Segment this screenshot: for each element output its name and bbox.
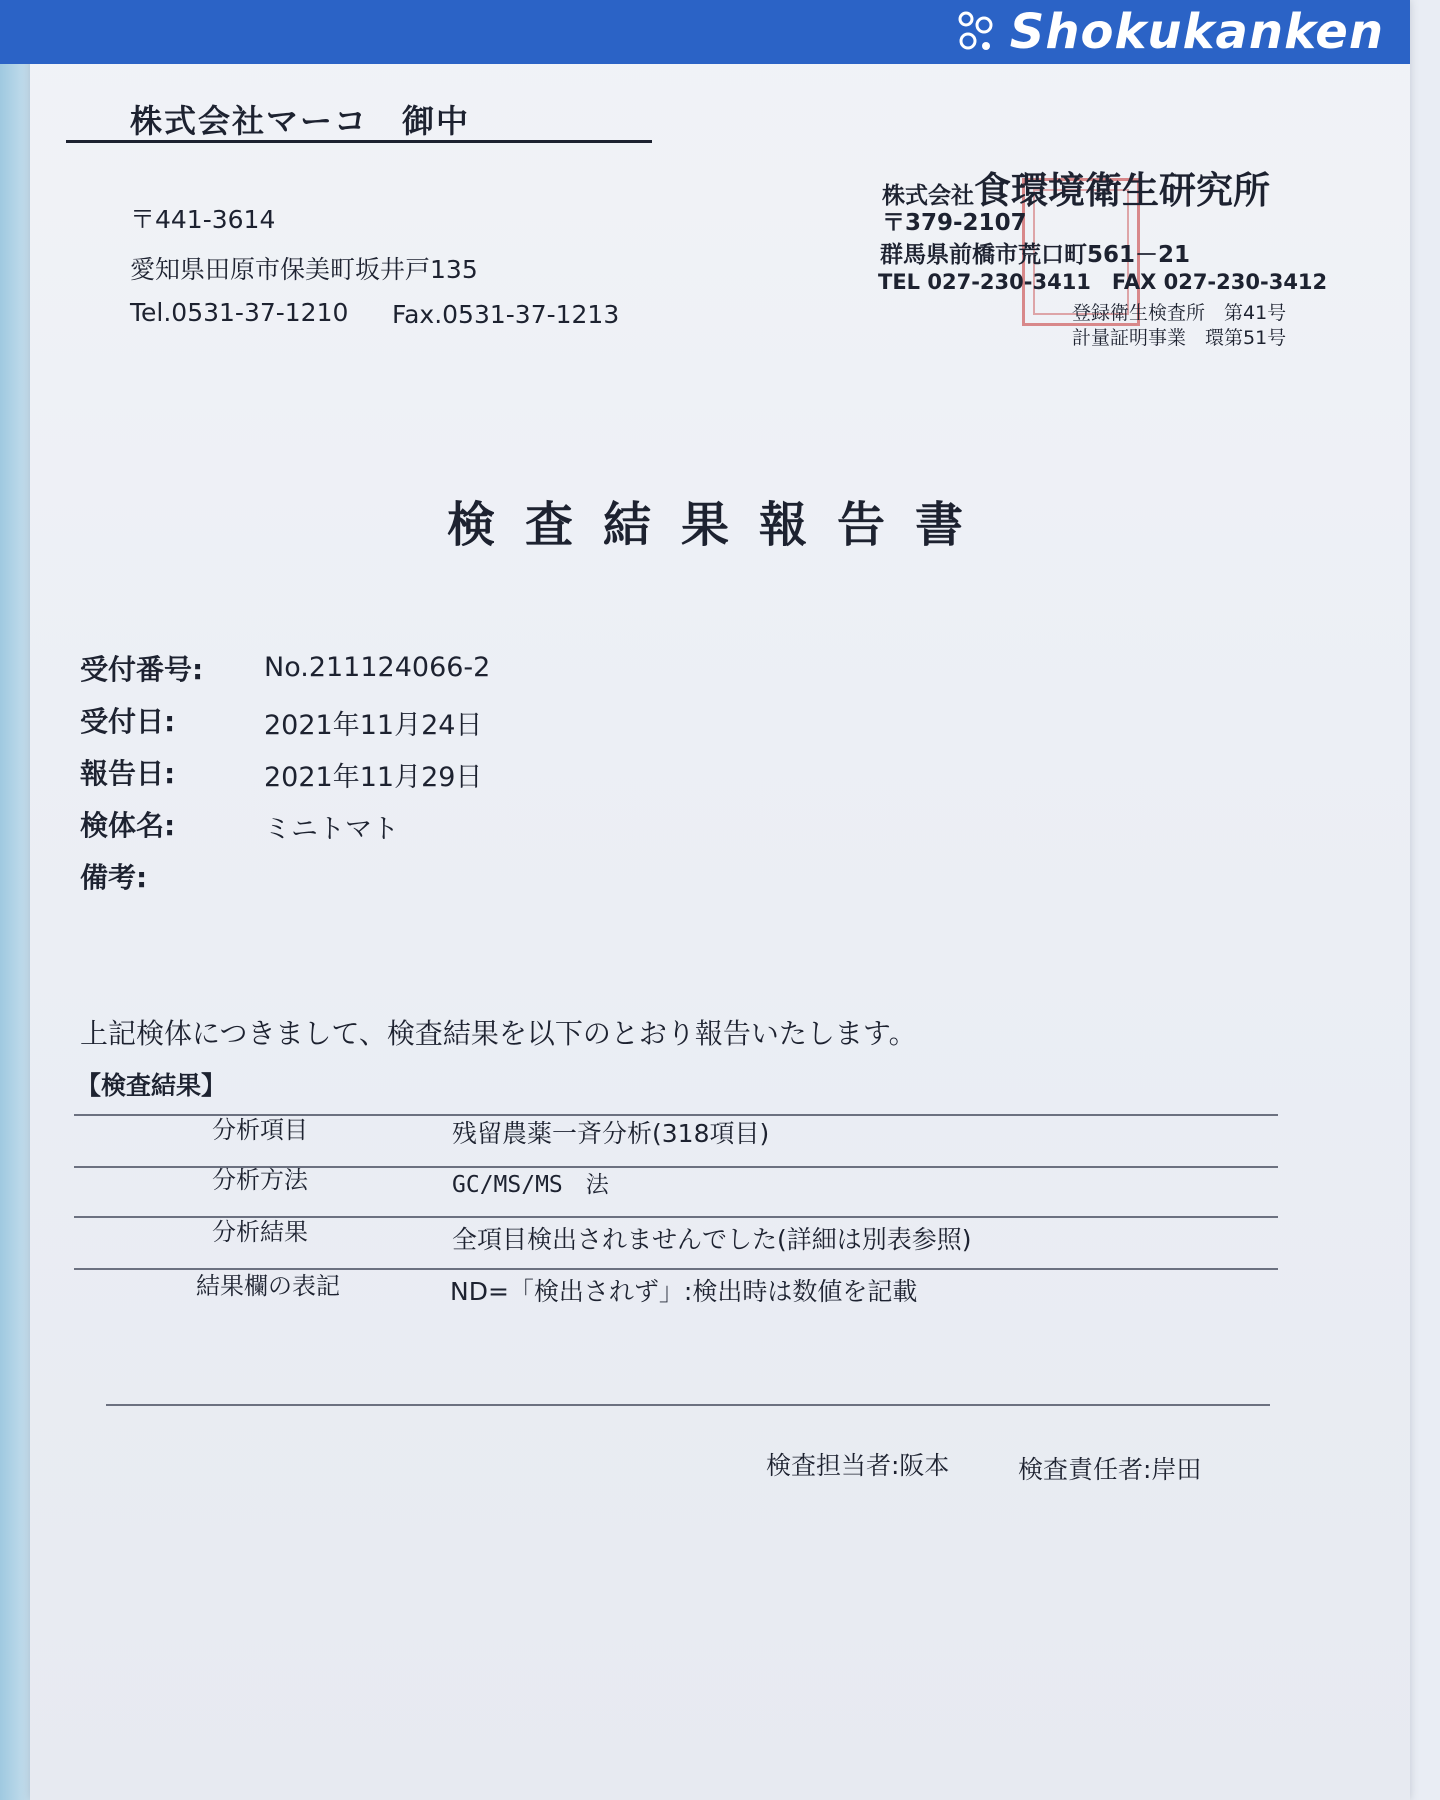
results-section-header: 【検査結果】 (76, 1071, 227, 1100)
brand-name: Shokukanken (1009, 4, 1384, 60)
receipt-date-value: 2021年11月24日 (264, 710, 483, 741)
remarks-label: 備考: (80, 861, 148, 894)
results-row-value: 全項目検出されませんでした(詳細は別表参照) (452, 1225, 972, 1254)
brand-dots-icon (954, 9, 1000, 55)
lab-postal: 〒379-2107 (882, 210, 1027, 236)
results-row-value: 残留農薬一斉分析(318項目) (452, 1119, 770, 1148)
receipt-no-label: 受付番号: (80, 653, 204, 686)
receipt-no-value: No.211124066-2 (264, 652, 491, 683)
results-row-label: 分析結果 (212, 1218, 308, 1246)
results-row-value: ND=「検出されず」:検出時は数値を記載 (450, 1277, 918, 1306)
client-tel: Tel.0531-37-1210 (130, 298, 349, 327)
recipient-underline (66, 140, 652, 143)
sample-name-value: ミニトマト (264, 814, 399, 845)
client-address: 愛知県田原市保美町坂井戸135 (130, 255, 478, 284)
brand-header-bar (0, 0, 1410, 64)
inspector-signature: 検査担当者:阪本 (766, 1451, 950, 1480)
sample-name-label: 検体名: (80, 809, 176, 842)
receipt-date-label: 受付日: (80, 705, 176, 738)
results-row-value: GC/MS/MS 法 (452, 1172, 609, 1198)
results-row-label: 分析項目 (212, 1116, 308, 1144)
client-postal: 〒441-3614 (130, 205, 276, 234)
results-row-label: 結果欄の表記 (196, 1272, 340, 1300)
lab-name-main: 食環境衛生研究所 (974, 169, 1270, 212)
lab-name-prefix: 株式会社 (882, 183, 974, 209)
results-bottom-rule (106, 1404, 1270, 1406)
brand-logo (954, 4, 1384, 60)
client-fax: Fax.0531-37-1213 (392, 300, 620, 329)
document-title: 検査結果報告書 (446, 497, 993, 553)
report-date-value: 2021年11月29日 (264, 762, 483, 793)
results-row-label: 分析方法 (212, 1166, 308, 1194)
lab-tel-fax: TEL 027-230-3411 FAX 027-230-3412 (878, 270, 1328, 294)
recipient-name: 株式会社マーコ 御中 (130, 102, 471, 140)
supervisor-signature: 検査責任者:岸田 (1018, 1455, 1202, 1484)
lab-registration-2: 計量証明事業 環第51号 (1072, 327, 1287, 349)
report-date-label: 報告日: (80, 757, 176, 790)
intro-text: 上記検体につきまして、検査結果を以下のとおり報告いたします。 (80, 1017, 917, 1050)
lab-address: 群馬県前橋市荒口町561－21 (880, 242, 1191, 268)
lab-registration-1: 登録衛生検査所 第41号 (1072, 302, 1287, 324)
